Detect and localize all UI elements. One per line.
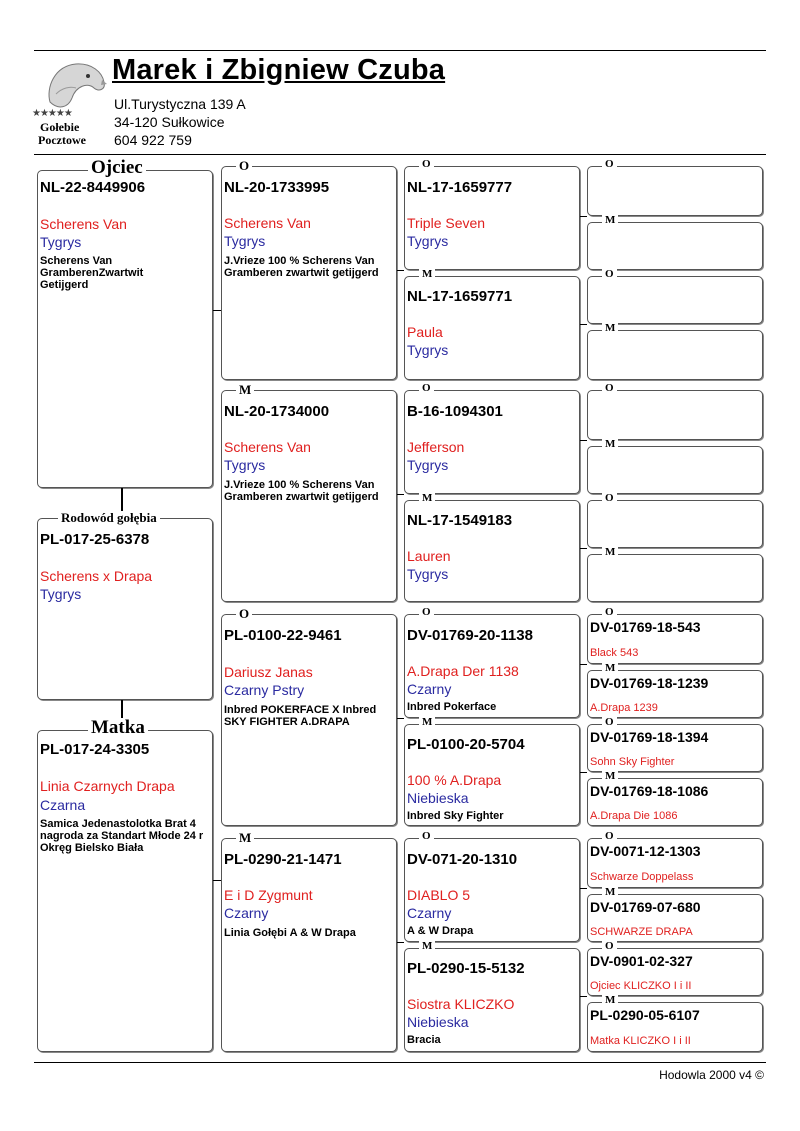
- sex-label: O: [602, 268, 617, 280]
- pigeon-name: Lauren: [407, 548, 451, 564]
- sex-label: O: [419, 830, 434, 842]
- footer-credit: Hodowla 2000 v4 ©: [659, 1068, 764, 1082]
- father-label: Ojciec: [88, 158, 146, 178]
- tree-connector: [397, 270, 404, 271]
- sex-label: O: [602, 940, 617, 952]
- tree-connector: [580, 548, 587, 549]
- sex-label: M: [236, 831, 254, 845]
- ring-number: NL-17-1659777: [407, 179, 513, 196]
- tree-connector: [580, 888, 587, 889]
- ring-number: B-16-1094301: [407, 403, 503, 420]
- pigeon-color: Czarny: [224, 905, 269, 921]
- ancestor-card[interactable]: [587, 886, 763, 942]
- address-city: 34-120 Sułkowice: [114, 114, 225, 130]
- subject-card[interactable]: [37, 510, 213, 700]
- sex-label: M: [602, 214, 618, 226]
- pigeon-color: Niebieska: [407, 1014, 469, 1030]
- pigeon-notes: Inbred Sky Fighter: [407, 810, 504, 822]
- pigeon-name: Black 543: [590, 647, 639, 659]
- pigeon-name: SCHWARZE DRAPA: [590, 926, 693, 938]
- ring-number: DV-0901-02-327: [590, 953, 693, 969]
- mother-name: Linia Czarnych Drapa: [40, 778, 175, 794]
- pigeon-name: A.Drapa Die 1086: [590, 810, 678, 822]
- ring-number: NL-17-1659771: [407, 288, 513, 305]
- pigeon-logo: [32, 58, 108, 148]
- great-grandparent-card[interactable]: [404, 158, 580, 270]
- mother-label: Matka: [88, 718, 148, 738]
- logo-text-top: Gołebie: [40, 120, 80, 134]
- father-name: Scherens Van: [40, 216, 127, 232]
- pigeon-notes: Bracia: [407, 1034, 441, 1046]
- pigeon-color: Tygrys: [407, 566, 449, 582]
- ring-number: PL-0290-15-5132: [407, 960, 525, 977]
- tree-connector: [213, 880, 221, 881]
- sex-label: O: [236, 159, 252, 173]
- pigeon-name: Siostra KLICZKO: [407, 996, 515, 1012]
- pigeon-color: Tygrys: [224, 457, 266, 473]
- pigeon-color: Tygrys: [407, 457, 449, 473]
- subject-ring: PL-017-25-6378: [40, 531, 150, 548]
- father-color: Tygrys: [40, 234, 82, 250]
- tree-connector: [580, 664, 587, 665]
- ring-number: DV-01769-07-680: [590, 899, 701, 915]
- ring-number: DV-01769-18-1239: [590, 675, 709, 691]
- pigeon-notes: Inbred Pokerface: [407, 701, 497, 713]
- tree-connector: [397, 494, 404, 495]
- logo-stars: ★★★★★: [32, 108, 72, 119]
- phone-number: 604 922 759: [114, 132, 192, 148]
- great-grandparent-card[interactable]: [404, 606, 580, 718]
- grandparent-card[interactable]: [221, 158, 397, 380]
- sex-label: M: [602, 438, 618, 450]
- pigeon-name: Schwarze Doppelass: [590, 871, 694, 883]
- tree-connector: [580, 772, 587, 773]
- tree-connector: [213, 310, 221, 311]
- pigeon-name: E i D Zygmunt: [224, 887, 313, 903]
- top-rule: [34, 50, 766, 51]
- ring-number: PL-0100-22-9461: [224, 627, 342, 644]
- mother-ring: PL-017-24-3305: [40, 741, 150, 758]
- grandparent-card[interactable]: [221, 830, 397, 1052]
- logo-text-bottom: Pocztowe: [38, 133, 86, 147]
- sex-label: M: [602, 770, 618, 782]
- father-card[interactable]: [37, 157, 213, 488]
- bottom-rule: [34, 1062, 766, 1063]
- ring-number: DV-071-20-1310: [407, 851, 518, 868]
- ancestor-card[interactable]: [587, 268, 763, 324]
- subject-name: Scherens x Drapa: [40, 568, 153, 584]
- ring-number: DV-01769-18-1394: [590, 729, 709, 745]
- sex-label: O: [602, 830, 617, 842]
- tree-connector: [580, 440, 587, 441]
- ring-number: DV-01769-18-543: [590, 619, 701, 635]
- tree-connector: [397, 718, 404, 719]
- father-ring: NL-22-8449906: [40, 179, 146, 196]
- sex-label: M: [602, 546, 618, 558]
- sex-label: O: [419, 158, 434, 170]
- ancestor-card[interactable]: [587, 994, 763, 1052]
- pigeon-color: Niebieska: [407, 790, 469, 806]
- pigeon-color: Tygrys: [407, 233, 449, 249]
- tree-connector: [580, 216, 587, 217]
- ancestor-card[interactable]: [587, 214, 763, 270]
- great-grandparent-card[interactable]: [404, 940, 580, 1052]
- pigeon-name: Paula: [407, 324, 443, 340]
- pigeon-name: Scherens Van: [224, 215, 311, 231]
- sex-label: O: [236, 607, 252, 621]
- tree-connector: [580, 996, 587, 997]
- header-rule: [34, 154, 766, 155]
- pigeon-notes: Inbred POKERFACE X Inbred SKY FIGHTER A.DRAPA: [224, 704, 377, 728]
- sex-label: M: [602, 994, 618, 1006]
- sex-label: M: [419, 940, 435, 952]
- ancestor-card[interactable]: [587, 438, 763, 494]
- sex-label: O: [602, 606, 617, 618]
- grandparent-card[interactable]: [221, 606, 397, 826]
- great-grandparent-card[interactable]: [404, 716, 580, 826]
- ring-number: DV-01769-20-1138: [407, 627, 533, 644]
- ancestor-card[interactable]: [587, 662, 763, 718]
- mother-color: Czarna: [40, 797, 86, 813]
- pigeon-name: DIABLO 5: [407, 887, 471, 903]
- ring-number: PL-0100-20-5704: [407, 736, 525, 753]
- pigeon-notes: A & W Drapa: [407, 925, 474, 937]
- ancestor-card[interactable]: [587, 546, 763, 602]
- ring-number: PL-0290-05-6107: [590, 1007, 700, 1023]
- grandparent-card[interactable]: [221, 382, 397, 602]
- sex-label: O: [602, 716, 617, 728]
- subject-color: Tygrys: [40, 586, 82, 602]
- ring-number: NL-20-1733995: [224, 179, 330, 196]
- tree-connector: [397, 942, 404, 943]
- great-grandparent-card[interactable]: [404, 382, 580, 494]
- pigeon-color: Tygrys: [407, 342, 449, 358]
- pigeon-name: Jefferson: [407, 439, 465, 455]
- pigeon-color: Tygrys: [224, 233, 266, 249]
- pigeon-notes: Linia Gołębi A & W Drapa: [224, 927, 356, 939]
- pigeon-notes: J.Vrieze 100 % Scherens Van Gramberen zwartwit getijgerd: [224, 255, 379, 279]
- ancestor-card[interactable]: [587, 940, 763, 996]
- mother-notes: Samica Jedenastolotka Brat 4 nagroda za Standart Młode 24 r Okręg Bielsko Biała: [40, 818, 204, 854]
- ring-number: DV-0071-12-1303: [590, 843, 701, 859]
- sex-label: M: [602, 322, 618, 334]
- pedigree-label: Rodowód gołębia: [58, 511, 160, 525]
- ancestor-card[interactable]: [587, 830, 763, 888]
- pigeon-name: Scherens Van: [224, 439, 311, 455]
- sex-label: M: [419, 492, 435, 504]
- pigeon-color: Czarny: [407, 681, 452, 697]
- ring-number: PL-0290-21-1471: [224, 851, 342, 868]
- sex-label: M: [602, 886, 618, 898]
- pigeon-color: Czarny: [407, 905, 452, 921]
- sex-label: M: [602, 662, 618, 674]
- ring-number: NL-17-1549183: [407, 512, 513, 529]
- ancestor-card[interactable]: [587, 382, 763, 440]
- ancestor-card[interactable]: [587, 606, 763, 664]
- ring-number: DV-01769-18-1086: [590, 783, 709, 799]
- tree-connector: [580, 324, 587, 325]
- mother-card[interactable]: [37, 717, 213, 1052]
- sex-label: M: [419, 268, 435, 280]
- ring-number: NL-20-1734000: [224, 403, 330, 420]
- great-grandparent-card[interactable]: [404, 830, 580, 942]
- sex-label: O: [419, 382, 434, 394]
- pigeon-name: Ojciec KLICZKO I i II: [590, 980, 692, 992]
- pigeon-name: Sohn Sky Fighter: [590, 756, 675, 768]
- pigeon-name: A.Drapa 1239: [590, 702, 658, 714]
- great-grandparent-card[interactable]: [404, 268, 580, 380]
- sex-label: O: [602, 382, 617, 394]
- ancestor-card[interactable]: [587, 322, 763, 380]
- sex-label: M: [236, 383, 254, 397]
- pigeon-name: Dariusz Janas: [224, 664, 313, 680]
- pigeon-name: Triple Seven: [407, 215, 486, 231]
- pigeon-notes: J.Vrieze 100 % Scherens Van Gramberen zwartwit getijgerd: [224, 479, 379, 503]
- ancestor-card[interactable]: [587, 770, 763, 826]
- pigeon-name: Matka KLICZKO I i II: [590, 1035, 691, 1047]
- pigeon-name: 100 % A.Drapa: [407, 772, 502, 788]
- pigeon-color: Czarny Pstry: [224, 682, 305, 698]
- ancestor-card[interactable]: [587, 492, 763, 548]
- sex-label: O: [602, 492, 617, 504]
- sex-label: O: [419, 606, 434, 618]
- pigeon-name: A.Drapa Der 1138: [407, 663, 519, 679]
- address-street: Ul.Turystyczna 139 A: [114, 96, 246, 112]
- sex-label: O: [602, 158, 617, 170]
- great-grandparent-card[interactable]: [404, 492, 580, 602]
- father-notes: Scherens Van GramberenZwartwit Getijgerd: [40, 255, 144, 291]
- ancestor-card[interactable]: [587, 716, 763, 772]
- sex-label: M: [419, 716, 435, 728]
- breeder-name: Marek i Zbigniew Czuba: [112, 54, 446, 86]
- ancestor-card[interactable]: [587, 158, 763, 216]
